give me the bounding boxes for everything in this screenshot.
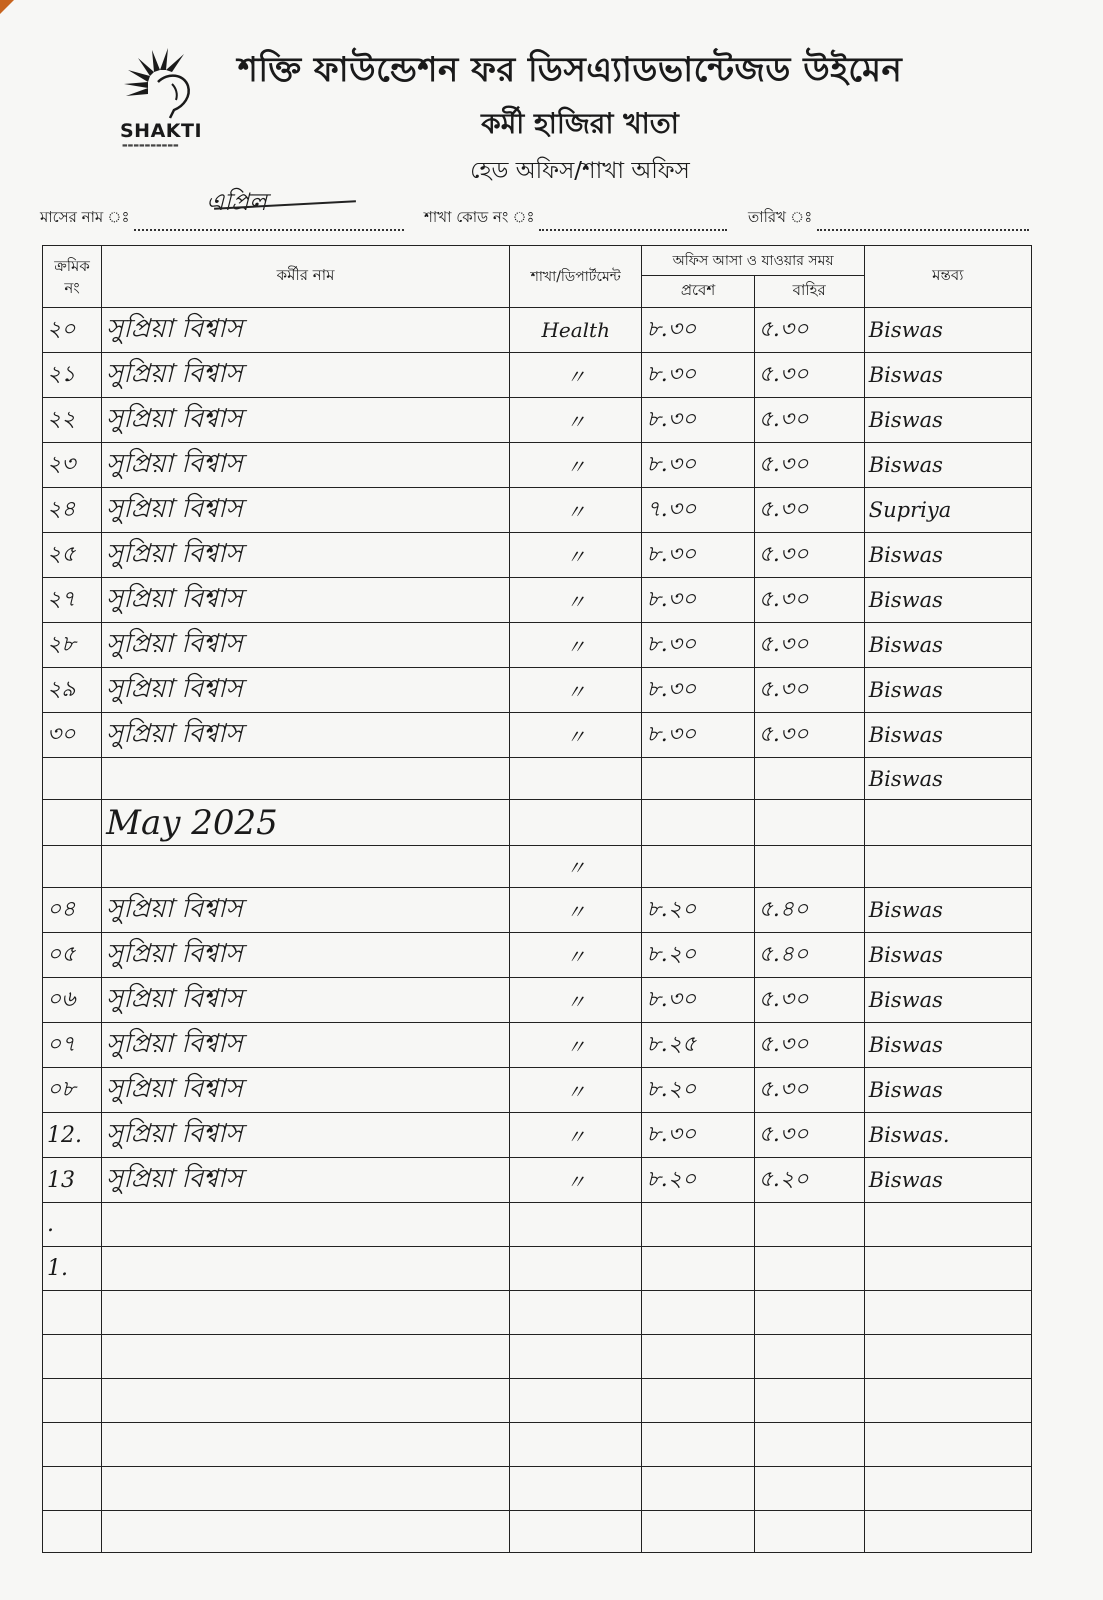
signature-cell: Supriya xyxy=(864,488,1031,533)
name-cell: সুপ্রিয়া বিশ্বাস xyxy=(102,1068,510,1113)
entry-time-cell xyxy=(642,1203,754,1247)
header-remarks: মন্তব্য xyxy=(864,246,1031,308)
table-row xyxy=(43,1068,1032,1113)
table-row xyxy=(43,1511,1032,1553)
name-cell: সুপ্রিয়া বিশ্বাস xyxy=(102,668,510,713)
entry-time-cell xyxy=(642,1291,754,1335)
exit-time-cell: ৫.২০ xyxy=(754,1158,864,1203)
serial-cell: ০৭ xyxy=(43,1023,102,1068)
signature-cell: Biswas xyxy=(864,353,1031,398)
table-row xyxy=(43,1379,1032,1423)
name-cell: সুপ্রিয়া বিশ্বাস xyxy=(102,623,510,668)
serial-cell: ২৭ xyxy=(43,578,102,623)
exit-time-cell: ৫.৩০ xyxy=(754,668,864,713)
serial-cell xyxy=(43,758,102,800)
exit-time-cell xyxy=(754,1423,864,1467)
attendance-rows xyxy=(43,308,1032,1553)
table-row xyxy=(43,1023,1032,1068)
dept-cell: 〃 xyxy=(509,578,642,623)
exit-time-cell: ৫.৩০ xyxy=(754,1113,864,1158)
signature-cell: Biswas xyxy=(864,1023,1031,1068)
header-dept: শাখা/ডিপার্টমেন্ট xyxy=(509,246,642,308)
serial-cell: ২১ xyxy=(43,353,102,398)
office-type: হেড অফিস/শাখা অফিস xyxy=(470,158,690,184)
table-row xyxy=(43,668,1032,713)
name-cell: সুপ্রিয়া বিশ্বাস xyxy=(102,353,510,398)
dept-cell: Health xyxy=(509,308,642,353)
signature-cell xyxy=(864,1423,1031,1467)
exit-time-cell: ৫.৩০ xyxy=(754,488,864,533)
exit-time-cell: ৫.৩০ xyxy=(754,713,864,758)
signature-cell xyxy=(864,1467,1031,1511)
table-row xyxy=(43,1203,1032,1247)
month-value: এপ্রিল xyxy=(206,188,267,216)
name-cell: সুপ্রিয়া বিশ্বাস xyxy=(102,398,510,443)
entry-time-cell: ৮.৩০ xyxy=(642,578,754,623)
name-cell xyxy=(102,1291,510,1335)
entry-time-cell: ৮.৩০ xyxy=(642,443,754,488)
dept-cell xyxy=(509,1379,642,1423)
entry-time-cell: ৮.৩০ xyxy=(642,398,754,443)
name-cell xyxy=(102,1423,510,1467)
dept-cell: 〃 xyxy=(509,353,642,398)
dept-cell: 〃 xyxy=(509,398,642,443)
exit-time-cell xyxy=(754,1467,864,1511)
serial-cell: ২৩ xyxy=(43,443,102,488)
serial-cell: ০৪ xyxy=(43,888,102,933)
dept-cell xyxy=(509,1511,642,1553)
signature-cell xyxy=(864,846,1031,888)
exit-time-cell: ৫.৩০ xyxy=(754,308,864,353)
dept-cell xyxy=(509,1203,642,1247)
entry-time-cell xyxy=(642,758,754,800)
serial-cell: ২৯ xyxy=(43,668,102,713)
org-title: শক্তি ফাউন্ডেশন ফর ডিসএ্যাডভান্টেজড উইমেন xyxy=(237,50,903,90)
signature-cell: Biswas xyxy=(864,933,1031,978)
entry-time-cell: ৮.৩০ xyxy=(642,713,754,758)
signature-cell xyxy=(864,1247,1031,1291)
logo-wordmark: SHAKTI xyxy=(120,120,203,142)
dept-cell xyxy=(509,1291,642,1335)
serial-cell: ২২ xyxy=(43,398,102,443)
dept-cell: 〃 xyxy=(509,668,642,713)
dept-cell: 〃 xyxy=(509,623,642,668)
entry-time-cell: ৮.৩০ xyxy=(642,353,754,398)
serial-cell: 13 xyxy=(43,1158,102,1203)
dept-cell: 〃 xyxy=(509,933,642,978)
dept-cell: 〃 xyxy=(509,488,642,533)
serial-cell: ৩০ xyxy=(43,713,102,758)
name-cell: সুপ্রিয়া বিশ্বাস xyxy=(102,713,510,758)
serial-cell xyxy=(43,1291,102,1335)
table-row xyxy=(43,1113,1032,1158)
dept-cell: 〃 xyxy=(509,1068,642,1113)
dept-cell: 〃 xyxy=(509,1023,642,1068)
name-cell: সুপ্রিয়া বিশ্বাস xyxy=(102,578,510,623)
exit-time-cell: ৫.৩০ xyxy=(754,1068,864,1113)
logo-tagline: ▬▬▬▬▬▬▬▬▬▬ xyxy=(122,142,179,149)
signature-cell xyxy=(864,1203,1031,1247)
signature-cell: Biswas xyxy=(864,578,1031,623)
name-cell: সুপ্রিয়া বিশ্বাস xyxy=(102,488,510,533)
entry-time-cell: ৮.৩০ xyxy=(642,978,754,1023)
table-row xyxy=(43,888,1032,933)
table-row xyxy=(43,846,1032,888)
serial-cell xyxy=(43,1379,102,1423)
exit-time-cell: ৫.৩০ xyxy=(754,623,864,668)
table-row xyxy=(43,488,1032,533)
branch-code-label: শাখা কোড নং ঃ xyxy=(424,208,535,226)
serial-cell xyxy=(43,1467,102,1511)
table-row xyxy=(43,758,1032,800)
table-row xyxy=(43,1247,1032,1291)
exit-time-cell: ৫.৩০ xyxy=(754,353,864,398)
signature-cell xyxy=(864,1335,1031,1379)
sheet-title: কর্মী হাজিরা খাতা xyxy=(481,107,679,140)
serial-cell: 1. xyxy=(43,1247,102,1291)
name-cell xyxy=(102,1203,510,1247)
table-row xyxy=(43,933,1032,978)
name-cell: সুপ্রিয়া বিশ্বাস xyxy=(102,308,510,353)
exit-time-cell xyxy=(754,1379,864,1423)
exit-time-cell: ৫.৪০ xyxy=(754,888,864,933)
signature-cell: Biswas xyxy=(864,1068,1031,1113)
name-cell: সুপ্রিয়া বিশ্বাস xyxy=(102,533,510,578)
exit-time-cell: ৫.৩০ xyxy=(754,443,864,488)
month-label: মাসের নাম ঃ xyxy=(40,208,130,226)
serial-cell: ০৫ xyxy=(43,933,102,978)
month-divider-cell: May 2025 xyxy=(102,800,510,846)
exit-time-cell: ৫.৩০ xyxy=(754,398,864,443)
signature-cell: Biswas xyxy=(864,1158,1031,1203)
header-entry: প্রবেশ xyxy=(642,276,754,308)
signature-cell: Biswas xyxy=(864,978,1031,1023)
name-cell xyxy=(102,758,510,800)
entry-time-cell xyxy=(642,1247,754,1291)
exit-time-cell: ৫.৩০ xyxy=(754,533,864,578)
table-row xyxy=(43,398,1032,443)
table-row xyxy=(43,353,1032,398)
dept-cell xyxy=(509,800,642,846)
table-row xyxy=(43,1467,1032,1511)
date-field xyxy=(748,206,1029,231)
dept-cell xyxy=(509,1247,642,1291)
name-cell xyxy=(102,1467,510,1511)
entry-time-cell xyxy=(642,1467,754,1511)
exit-time-cell xyxy=(754,846,864,888)
table-row xyxy=(43,443,1032,488)
entry-time-cell xyxy=(642,1511,754,1553)
exit-time-cell: ৫.৪০ xyxy=(754,933,864,978)
branch-code-dots xyxy=(539,215,727,231)
table-row xyxy=(43,1158,1032,1203)
table-row xyxy=(43,800,1032,846)
table-row xyxy=(43,578,1032,623)
name-cell: সুপ্রিয়া বিশ্বাস xyxy=(102,443,510,488)
month-dots xyxy=(134,215,404,231)
serial-cell xyxy=(43,800,102,846)
table-row xyxy=(43,308,1032,353)
entry-time-cell: ৮.২০ xyxy=(642,1158,754,1203)
entry-time-cell: ৮.২০ xyxy=(642,888,754,933)
signature-cell: Biswas. xyxy=(864,1113,1031,1158)
dept-cell: 〃 xyxy=(509,713,642,758)
serial-cell: . xyxy=(43,1203,102,1247)
name-cell: সুপ্রিয়া বিশ্বাস xyxy=(102,1158,510,1203)
serial-cell: ২০ xyxy=(43,308,102,353)
scan-corner-mark xyxy=(0,0,14,14)
date-dots xyxy=(817,215,1029,231)
exit-time-cell xyxy=(754,758,864,800)
name-cell xyxy=(102,1335,510,1379)
name-cell: সুপ্রিয়া বিশ্বাস xyxy=(102,933,510,978)
dept-cell: 〃 xyxy=(509,846,642,888)
dept-cell xyxy=(509,1423,642,1467)
exit-time-cell xyxy=(754,1203,864,1247)
signature-cell: Biswas xyxy=(864,443,1031,488)
signature-cell: Biswas xyxy=(864,888,1031,933)
table-row xyxy=(43,1291,1032,1335)
entry-time-cell: ৮.৩০ xyxy=(642,623,754,668)
signature-cell: Biswas xyxy=(864,398,1031,443)
entry-time-cell xyxy=(642,1379,754,1423)
exit-time-cell xyxy=(754,1511,864,1553)
header-exit: বাহির xyxy=(754,276,864,308)
name-cell xyxy=(102,1379,510,1423)
dept-cell xyxy=(509,1467,642,1511)
table-row xyxy=(43,533,1032,578)
date-label: তারিখ ঃ xyxy=(748,208,813,226)
out-cell xyxy=(754,800,864,846)
attendance-table xyxy=(42,245,1032,1553)
table-row xyxy=(43,1335,1032,1379)
dept-cell: 〃 xyxy=(509,443,642,488)
entry-time-cell: ৮.২৫ xyxy=(642,1023,754,1068)
entry-time-cell: ৮.৩০ xyxy=(642,668,754,713)
serial-cell xyxy=(43,1423,102,1467)
exit-time-cell: ৫.৩০ xyxy=(754,1023,864,1068)
branch-code-field xyxy=(424,206,727,231)
signature-cell: Biswas xyxy=(864,308,1031,353)
serial-cell xyxy=(43,846,102,888)
serial-cell: ২৪ xyxy=(43,488,102,533)
name-cell: সুপ্রিয়া বিশ্বাস xyxy=(102,1023,510,1068)
name-cell xyxy=(102,1511,510,1553)
serial-cell: 12. xyxy=(43,1113,102,1158)
table-row xyxy=(43,713,1032,758)
remark-cell xyxy=(864,800,1031,846)
signature-cell xyxy=(864,1291,1031,1335)
entry-time-cell xyxy=(642,846,754,888)
table-row xyxy=(43,1423,1032,1467)
serial-cell: ২৮ xyxy=(43,623,102,668)
serial-cell: ০৮ xyxy=(43,1068,102,1113)
entry-time-cell xyxy=(642,1335,754,1379)
signature-cell: Biswas xyxy=(864,713,1031,758)
dept-cell: 〃 xyxy=(509,888,642,933)
serial-cell xyxy=(43,1511,102,1553)
header-time-group: অফিস আসা ও যাওয়ার সময় xyxy=(642,246,864,276)
signature-cell: Biswas xyxy=(864,668,1031,713)
entry-time-cell: ৭.৩০ xyxy=(642,488,754,533)
table-row xyxy=(43,978,1032,1023)
entry-time-cell: ৮.৩০ xyxy=(642,308,754,353)
header-serial: ক্রমিক নং xyxy=(43,246,102,308)
entry-time-cell: ৮.২০ xyxy=(642,1068,754,1113)
entry-time-cell xyxy=(642,1423,754,1467)
signature-cell: Biswas xyxy=(864,758,1031,800)
exit-time-cell: ৫.৩০ xyxy=(754,578,864,623)
name-cell: সুপ্রিয়া বিশ্বাস xyxy=(102,888,510,933)
table-row xyxy=(43,623,1032,668)
entry-time-cell: ৮.২০ xyxy=(642,933,754,978)
name-cell xyxy=(102,1247,510,1291)
exit-time-cell: ৫.৩০ xyxy=(754,978,864,1023)
exit-time-cell xyxy=(754,1247,864,1291)
header-name: কর্মীর নাম xyxy=(102,246,510,308)
exit-time-cell xyxy=(754,1291,864,1335)
dept-cell: 〃 xyxy=(509,533,642,578)
serial-cell: ০৬ xyxy=(43,978,102,1023)
serial-cell xyxy=(43,1335,102,1379)
dept-cell: 〃 xyxy=(509,1158,642,1203)
dept-cell: 〃 xyxy=(509,978,642,1023)
dept-cell: 〃 xyxy=(509,1113,642,1158)
dept-cell xyxy=(509,758,642,800)
exit-time-cell xyxy=(754,1335,864,1379)
entry-time-cell: ৮.৩০ xyxy=(642,533,754,578)
name-cell: সুপ্রিয়া বিশ্বাস xyxy=(102,1113,510,1158)
signature-cell xyxy=(864,1379,1031,1423)
serial-cell: ২৫ xyxy=(43,533,102,578)
dept-cell xyxy=(509,1335,642,1379)
in-cell xyxy=(642,800,754,846)
signature-cell: Biswas xyxy=(864,623,1031,668)
entry-time-cell: ৮.৩০ xyxy=(642,1113,754,1158)
name-cell: সুপ্রিয়া বিশ্বাস xyxy=(102,978,510,1023)
signature-cell xyxy=(864,1511,1031,1553)
signature-cell: Biswas xyxy=(864,533,1031,578)
name-cell xyxy=(102,846,510,888)
